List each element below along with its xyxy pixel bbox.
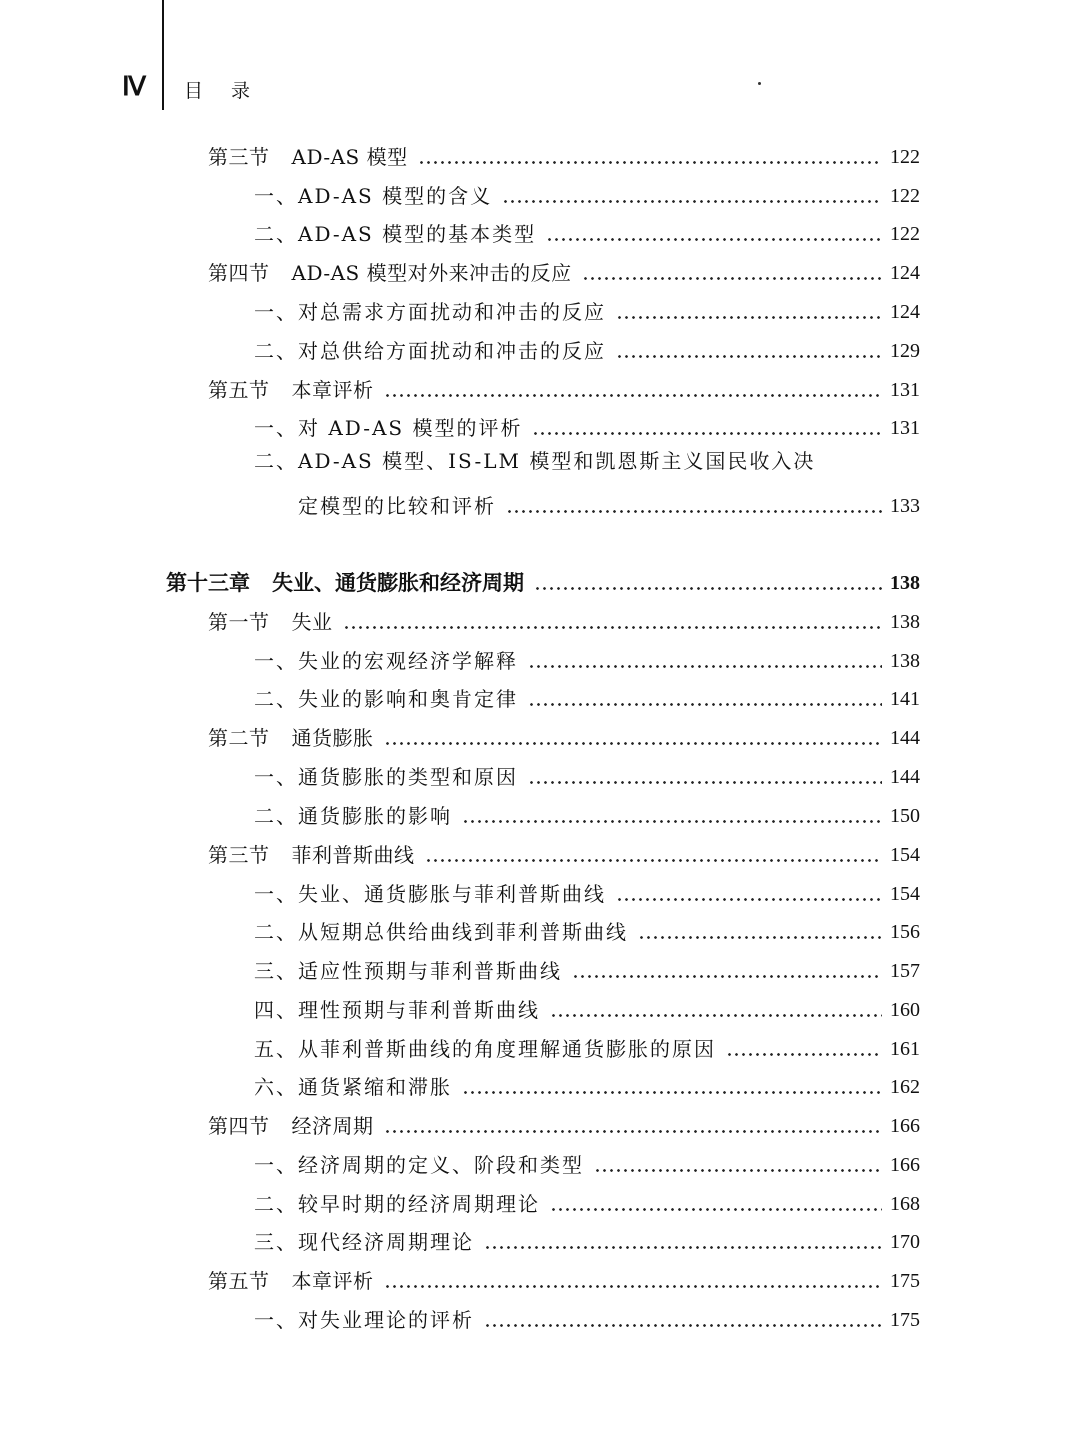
item-title: 一、失业、通货膨胀与菲利普斯曲线 <box>254 882 606 906</box>
page-ref: 133 <box>890 495 920 517</box>
page-ref: 144 <box>890 727 920 749</box>
item-title: 一、对 AD-AS 模型的评析 <box>254 416 523 440</box>
item-title: 三、现代经济周期理论 <box>254 1230 474 1254</box>
item-title: 二、对总供给方面扰动和冲击的反应 <box>254 339 606 363</box>
toc-item-entry[interactable] <box>254 642 920 674</box>
toc-item-entry[interactable] <box>254 1185 920 1217</box>
item-title-line1[interactable]: 二、AD-AS 模型、IS-LM 模型和凯恩斯主义国民收入决 <box>254 449 816 473</box>
page-ref: 129 <box>890 340 920 362</box>
toc-item-entry[interactable] <box>254 991 920 1023</box>
dot-leader <box>425 842 883 868</box>
page-ref: 138 <box>890 572 920 594</box>
section-title: 通货膨胀 <box>291 726 374 750</box>
section-title: 本章评析 <box>291 1269 374 1293</box>
item-title: 四、理性预期与菲利普斯曲线 <box>254 998 540 1022</box>
item-title: 二、较早时期的经济周期理论 <box>254 1192 540 1216</box>
page-ref: 124 <box>890 262 920 284</box>
section-number: 第三节 <box>208 843 270 867</box>
toc-item-entry[interactable] <box>254 797 920 829</box>
page-ref: 175 <box>890 1270 920 1292</box>
item-title: 六、通货紧缩和滞胀 <box>254 1075 452 1099</box>
running-head-title: 目录 <box>184 80 279 102</box>
item-title: 五、从菲利普斯曲线的角度理解通货膨胀的原因 <box>254 1037 716 1061</box>
item-title: 一、对总需求方面扰动和冲击的反应 <box>254 300 606 324</box>
page-ref: 160 <box>890 999 920 1021</box>
dot-leader <box>384 377 883 403</box>
page-ref: 138 <box>890 650 920 672</box>
dot-leader <box>638 919 882 945</box>
chapter-number: 第十三章 <box>166 570 250 595</box>
item-title: 一、对失业理论的评析 <box>254 1308 474 1332</box>
toc-item-entry[interactable] <box>254 293 920 325</box>
item-title: 二、通货膨胀的影响 <box>254 804 452 828</box>
section-number: 第四节 <box>208 1114 270 1138</box>
page-ref: 131 <box>890 379 920 401</box>
header-divider <box>162 0 164 110</box>
dot-leader <box>462 803 882 829</box>
dot-leader <box>484 1229 882 1255</box>
dot-leader <box>506 493 882 519</box>
toc-item-entry[interactable] <box>298 487 920 519</box>
toc-item-entry[interactable] <box>254 1301 920 1333</box>
page-ref: 138 <box>890 611 920 633</box>
page-ref: 154 <box>890 844 920 866</box>
dot-leader <box>502 183 882 209</box>
page-ref: 166 <box>890 1115 920 1137</box>
page-ref: 141 <box>890 688 920 710</box>
section-title: 经济周期 <box>291 1114 374 1138</box>
toc-section-entry[interactable] <box>208 836 920 868</box>
section-number: 第三节 <box>208 145 270 169</box>
dot-leader <box>534 570 882 596</box>
dot-leader <box>616 338 882 364</box>
section-title: 失业 <box>291 610 333 634</box>
dot-leader <box>550 997 882 1023</box>
dot-leader <box>594 1152 882 1178</box>
print-speck <box>758 82 761 85</box>
item-title: 二、从短期总供给曲线到菲利普斯曲线 <box>254 920 628 944</box>
toc-item-entry[interactable] <box>254 913 920 945</box>
section-title: AD-AS 模型对外来冲击的反应 <box>291 261 572 285</box>
toc-item-entry[interactable] <box>254 875 920 907</box>
item-title: 三、适应性预期与菲利普斯曲线 <box>254 959 562 983</box>
dot-leader <box>582 260 882 286</box>
page-ref: 157 <box>890 960 920 982</box>
toc-item-entry[interactable] <box>254 952 920 984</box>
page-number: Ⅳ <box>122 72 145 101</box>
item-title: 二、AD-AS 模型的基本类型 <box>254 222 537 246</box>
dot-leader <box>384 1113 883 1139</box>
page-ref: 122 <box>890 185 920 207</box>
toc-item-entry[interactable] <box>254 1223 920 1255</box>
dot-leader <box>528 648 882 674</box>
page-ref: 154 <box>890 883 920 905</box>
dot-leader <box>343 609 883 635</box>
dot-leader <box>572 958 882 984</box>
toc-section-entry[interactable] <box>208 138 920 170</box>
page-ref: 122 <box>890 146 920 168</box>
page-ref: 175 <box>890 1309 920 1331</box>
toc-item-entry[interactable] <box>254 1068 920 1100</box>
item-title-line2: 定模型的比较和评析 <box>298 494 496 518</box>
toc-section-entry[interactable] <box>208 1262 920 1294</box>
page-ref: 124 <box>890 301 920 323</box>
section-number: 第五节 <box>208 1269 270 1293</box>
page-ref: 150 <box>890 805 920 827</box>
toc-section-entry[interactable] <box>208 371 920 403</box>
page-ref: 156 <box>890 921 920 943</box>
toc-section-entry[interactable] <box>208 719 920 751</box>
section-number: 第五节 <box>208 378 270 402</box>
section-number: 第一节 <box>208 610 270 634</box>
section-number: 第二节 <box>208 726 270 750</box>
toc-item-entry[interactable] <box>254 215 920 247</box>
section-number: 第四节 <box>208 261 270 285</box>
toc-section-entry[interactable] <box>208 254 920 286</box>
dot-leader <box>546 221 882 247</box>
item-title: 二、失业的影响和奥肯定律 <box>254 687 518 711</box>
section-title: 菲利普斯曲线 <box>291 843 415 867</box>
item-title: 一、通货膨胀的类型和原因 <box>254 765 518 789</box>
toc-chapter-entry[interactable] <box>166 564 920 596</box>
item-title: 一、经济周期的定义、阶段和类型 <box>254 1153 584 1177</box>
item-title: 一、AD-AS 模型的含义 <box>254 184 493 208</box>
section-title: AD-AS 模型 <box>291 145 408 169</box>
page-ref: 122 <box>890 223 920 245</box>
dot-leader <box>418 144 882 170</box>
item-title: 一、失业的宏观经济学解释 <box>254 649 518 673</box>
toc-item-entry[interactable] <box>254 758 920 790</box>
page-ref: 144 <box>890 766 920 788</box>
chapter-title: 失业、通货膨胀和经济周期 <box>272 570 524 595</box>
dot-leader <box>484 1307 882 1333</box>
dot-leader <box>384 725 883 751</box>
page-ref: 131 <box>890 417 920 439</box>
dot-leader <box>462 1074 882 1100</box>
toc-item-entry[interactable] <box>254 332 920 364</box>
dot-leader <box>616 881 882 907</box>
dot-leader <box>616 299 882 325</box>
toc-section-entry[interactable] <box>208 1107 920 1139</box>
dot-leader <box>528 686 882 712</box>
section-title: 本章评析 <box>291 378 374 402</box>
page-ref: 161 <box>890 1038 920 1060</box>
dot-leader <box>384 1268 883 1294</box>
toc-item-entry[interactable] <box>254 177 920 209</box>
toc-item-entry[interactable] <box>254 680 920 712</box>
dot-leader <box>550 1191 882 1217</box>
page-ref: 168 <box>890 1193 920 1215</box>
dot-leader <box>532 415 882 441</box>
dot-leader <box>528 764 882 790</box>
toc-item-entry[interactable] <box>254 1146 920 1178</box>
page-ref: 166 <box>890 1154 920 1176</box>
toc-item-entry[interactable] <box>254 1030 920 1062</box>
page-ref: 170 <box>890 1231 920 1253</box>
toc-item-entry[interactable] <box>254 409 920 441</box>
toc-section-entry[interactable] <box>208 603 920 635</box>
dot-leader <box>726 1036 882 1062</box>
page-ref: 162 <box>890 1076 920 1098</box>
